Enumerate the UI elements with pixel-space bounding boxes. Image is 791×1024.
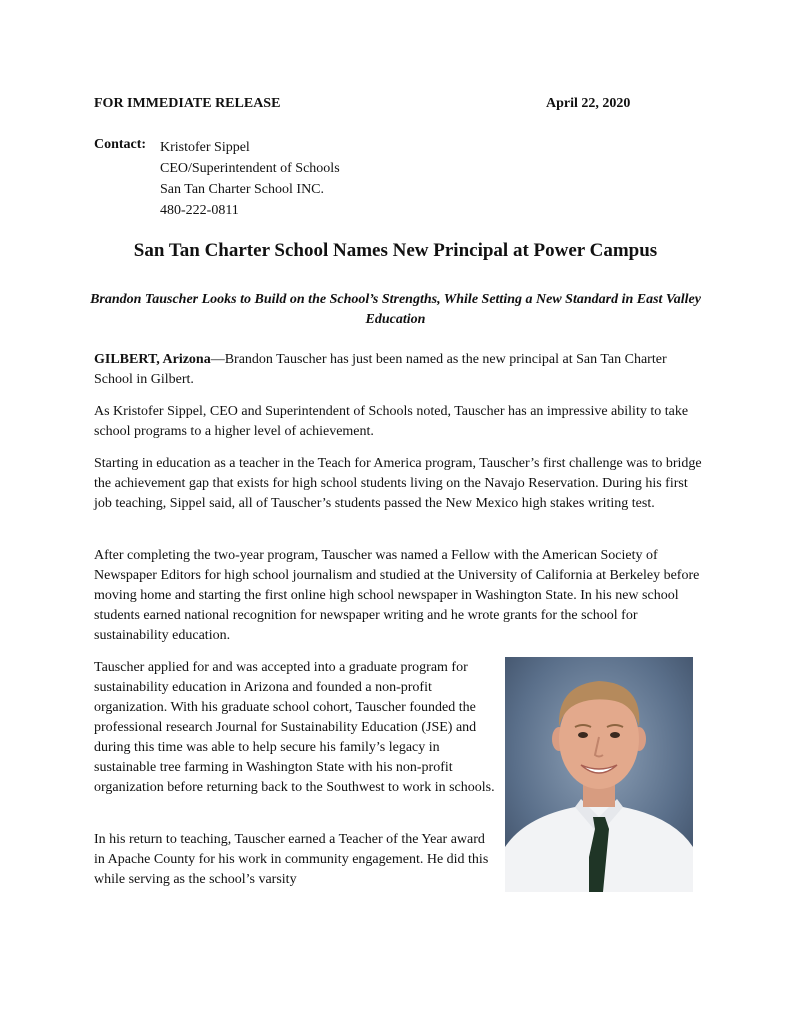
release-date: April 22, 2020: [546, 96, 631, 111]
paragraph-1-text: —Brandon Tauscher has just been named as the new principal at San Tan Charter School in Gilbert.: [94, 352, 667, 387]
headline: San Tan Charter School Names New Principal at Power Campus: [133, 240, 658, 261]
contact-phone: 480-222-0811: [160, 203, 239, 218]
contact-name: Kristofer Sippel: [160, 140, 250, 155]
release-notice: FOR IMMEDIATE RELEASE: [94, 96, 281, 111]
paragraph-3: Starting in education as a teacher in the Teach for America program, Tauscher’s first challenge was to bridge the achievement gap that exists for high school students living on the Navajo Reservation. During his first job teaching, Sippel said, all of Tauscher’s students passed the New Mexico high stakes writing test.: [94, 456, 702, 511]
subheadline: Brandon Tauscher Looks to Build on the School’s Strengths, While Setting a New Standard in East Valley Education: [90, 292, 701, 327]
paragraph-1: [94, 350, 702, 390]
contact-title: CEO/Superintendent of Schools: [160, 161, 340, 176]
contact-block: [160, 137, 340, 221]
paragraph-2: As Kristofer Sippel, CEO and Superintendent of Schools noted, Tauscher has an impressive ability to take school programs to a higher level of achievement.: [94, 404, 689, 439]
paragraph-4: After completing the two-year program, Tauscher was named a Fellow with the American Society of Newspaper Editors for high school journalism and studied at the University of California at Berkeley before moving home and starting the first online high school newspaper in Washington State. In his new school students earned national recognition for newspaper writing and he wrote grants for the school for sustainability education.: [94, 548, 700, 643]
paragraph-5: Tauscher applied for and was accepted into a graduate program for sustainability education in Arizona and founded a non-profit organization. With his graduate school cohort, Tauscher founded the professional research Journal for Sustainability Education (JSE) and during this time was able to help secure his family’s legacy in sustainable tree farming in Washington State with his non-profit organization before returning back to the Southwest to work in schools.: [94, 660, 495, 795]
contact-organization: San Tan Charter School INC.: [160, 182, 325, 197]
dateline: GILBERT, Arizona: [94, 352, 211, 367]
principal-photo: [505, 657, 693, 892]
contact-label: Contact:: [94, 137, 147, 152]
paragraph-6: In his return to teaching, Tauscher earned a Teacher of the Year award in Apache County for his work in community engagement. He did this while serving as the school’s varsity: [94, 832, 489, 887]
